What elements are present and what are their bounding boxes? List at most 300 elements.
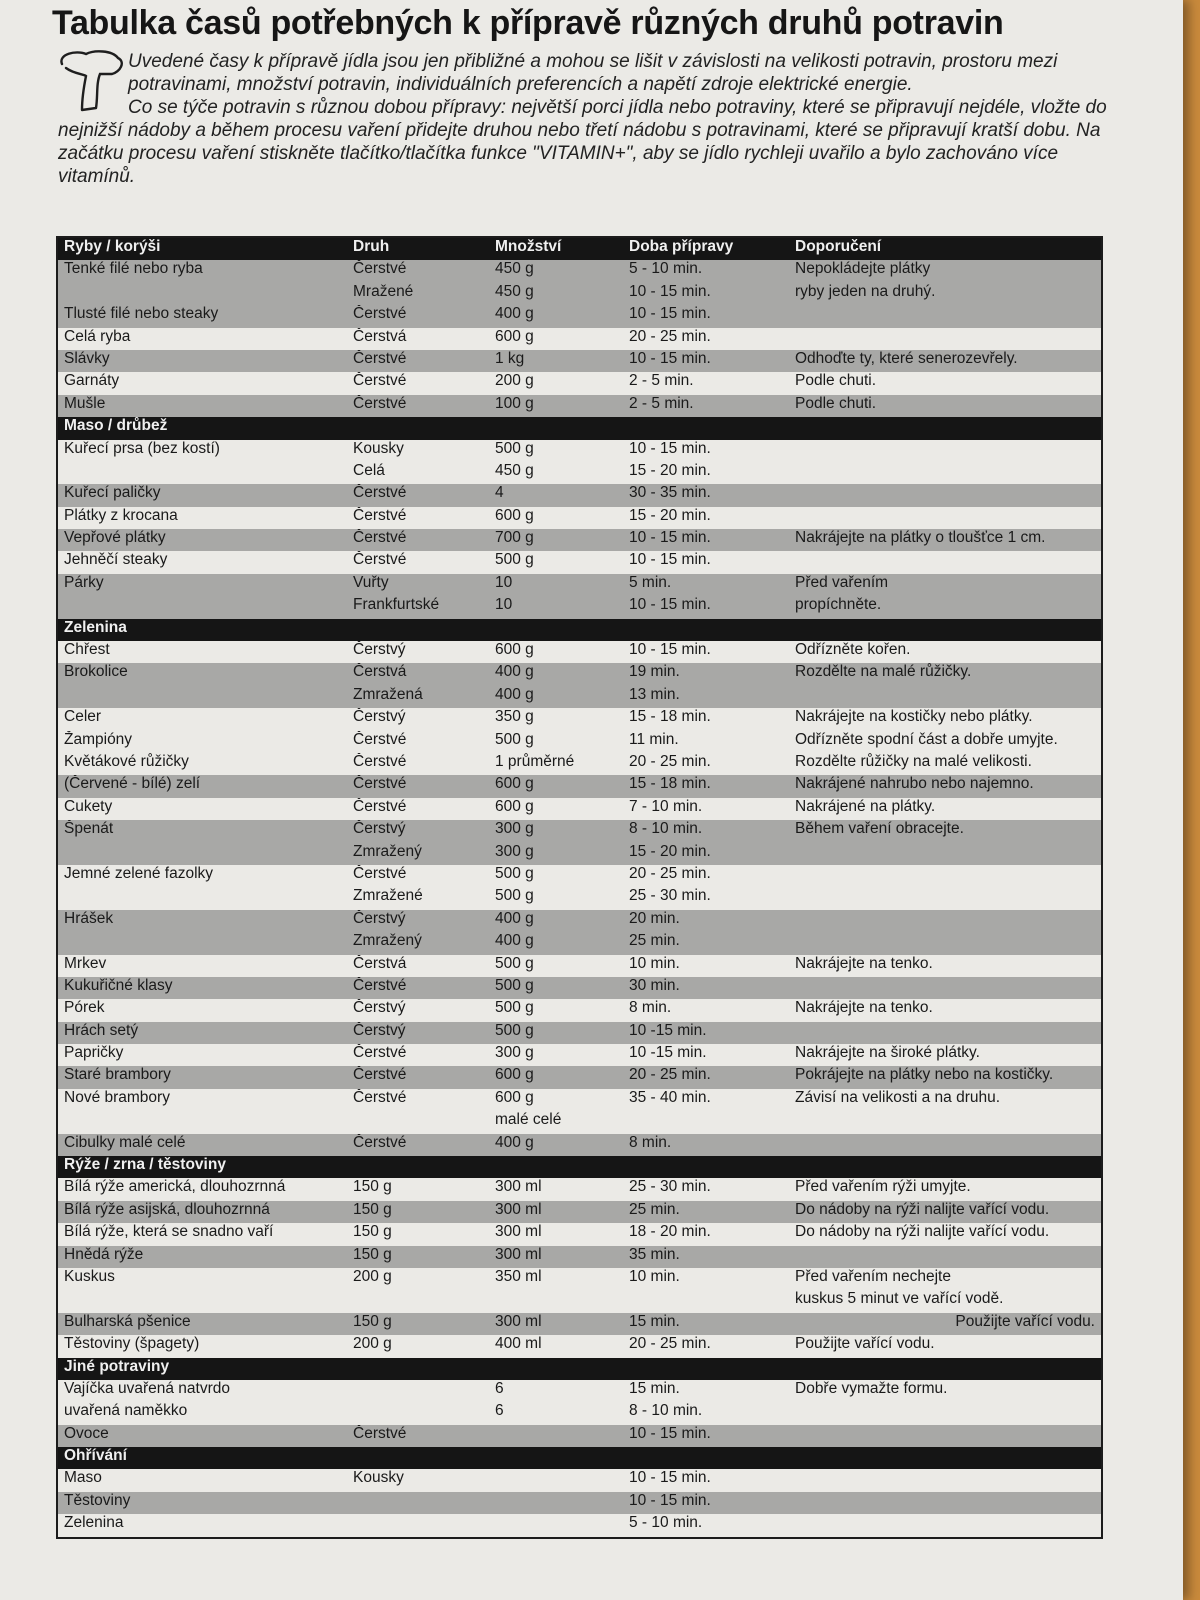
table-row — [57, 305, 1102, 327]
cell-food: Vajíčka uvařená natvrdo — [57, 1380, 347, 1402]
table-row — [57, 350, 1102, 372]
cell-type: Čerstvé — [347, 1089, 489, 1111]
cell-amount — [489, 1514, 623, 1537]
cell-time: 15 min. — [623, 1380, 789, 1402]
cell-amount: 4 — [489, 484, 623, 506]
cell-food: Špenát — [57, 820, 347, 842]
cell-note: Nakrájejte na tenko. — [789, 955, 1102, 977]
cell-type: Kousky — [347, 1469, 489, 1491]
cell-time: 10 -15 min. — [623, 1022, 789, 1044]
cell-note — [789, 843, 1102, 865]
cell-note — [789, 1514, 1102, 1537]
cell-amount: 300 ml — [489, 1223, 623, 1245]
cell-type: Čerstvé — [347, 260, 489, 282]
cell-food: Květákové růžičky — [57, 753, 347, 775]
cell-note: Odřízněte kořen. — [789, 641, 1102, 663]
cell-time: 20 - 25 min. — [623, 328, 789, 350]
cell-food: Brokolice — [57, 663, 347, 685]
table-row — [57, 372, 1102, 394]
table-row — [57, 1335, 1102, 1357]
cell-time — [623, 1290, 789, 1312]
cell-time: 15 - 20 min. — [623, 843, 789, 865]
cell-food — [57, 283, 347, 305]
cell-note: Pokrájejte na plátky nebo na kostičky. — [789, 1066, 1102, 1088]
cell-time: 5 - 10 min. — [623, 260, 789, 282]
cell-type: Čerstvé — [347, 507, 489, 529]
cell-food: Bílá rýže americká, dlouhozrnná — [57, 1178, 347, 1200]
cell-note — [789, 462, 1102, 484]
cell-amount: 600 g — [489, 1089, 623, 1111]
cell-note: Použijte vařící vodu. — [789, 1335, 1102, 1357]
cell-type: Čerstvé — [347, 1044, 489, 1066]
cell-amount: 600 g — [489, 507, 623, 529]
header-recommendation: Doporučení — [789, 237, 1102, 260]
table-row — [57, 484, 1102, 506]
table-row — [57, 1268, 1102, 1290]
cell-type: Čerstvá — [347, 663, 489, 685]
table-row — [57, 887, 1102, 909]
cell-food — [57, 1111, 347, 1133]
cell-type: Čerstvé — [347, 395, 489, 417]
cell-food: Cukety — [57, 798, 347, 820]
cell-type: 150 g — [347, 1313, 489, 1335]
cell-note: Odřízněte spodní část a dobře umyjte. — [789, 731, 1102, 753]
table-row — [57, 1246, 1102, 1268]
table-row — [57, 798, 1102, 820]
cell-time: 10 - 15 min. — [623, 440, 789, 462]
cell-food: Mrkev — [57, 955, 347, 977]
cell-amount: 10 — [489, 596, 623, 618]
cell-note: Odhoďte ty, které senerozevřely. — [789, 350, 1102, 372]
cell-note — [789, 551, 1102, 573]
section-title: Jiné potraviny — [57, 1358, 1102, 1380]
cell-food — [57, 596, 347, 618]
cell-time: 35 - 40 min. — [623, 1089, 789, 1111]
cell-food: Vepřové plátky — [57, 529, 347, 551]
cell-time: 10 - 15 min. — [623, 641, 789, 663]
cell-amount: 600 g — [489, 775, 623, 797]
cell-amount: 400 g — [489, 932, 623, 954]
table-row — [57, 395, 1102, 417]
cell-amount: 600 g — [489, 798, 623, 820]
table-header-row — [57, 237, 1102, 260]
cell-note — [789, 507, 1102, 529]
table-row — [57, 686, 1102, 708]
cell-amount: 500 g — [489, 955, 623, 977]
cell-amount: 1 průměrné — [489, 753, 623, 775]
cell-amount: 500 g — [489, 1022, 623, 1044]
cell-food: Maso — [57, 1469, 347, 1491]
cell-food — [57, 843, 347, 865]
cell-time: 15 - 18 min. — [623, 708, 789, 730]
cell-time: 15 - 18 min. — [623, 775, 789, 797]
cell-time: 18 - 20 min. — [623, 1223, 789, 1245]
cell-note — [789, 1402, 1102, 1424]
table-row — [57, 328, 1102, 350]
table-row — [57, 1066, 1102, 1088]
cell-food: Nové brambory — [57, 1089, 347, 1111]
cell-food: Hrách setý — [57, 1022, 347, 1044]
cell-food: Kukuřičné klasy — [57, 977, 347, 999]
cell-type: Čerstvé — [347, 775, 489, 797]
cell-amount: 6 — [489, 1402, 623, 1424]
cell-type: Čerstvá — [347, 328, 489, 350]
cell-food — [57, 462, 347, 484]
cell-amount: 300 g — [489, 843, 623, 865]
cell-time: 13 min. — [623, 686, 789, 708]
cell-food: Ovoce — [57, 1425, 347, 1447]
cell-note — [789, 910, 1102, 932]
table-row — [57, 977, 1102, 999]
cell-type: Kousky — [347, 440, 489, 462]
cell-note — [789, 1246, 1102, 1268]
cell-time: 35 min. — [623, 1246, 789, 1268]
cell-note: Rozdělte na malé růžičky. — [789, 663, 1102, 685]
cell-type — [347, 1402, 489, 1424]
cell-amount: 1 kg — [489, 350, 623, 372]
cell-food — [57, 887, 347, 909]
cell-amount: malé celé — [489, 1111, 623, 1133]
cell-note — [789, 887, 1102, 909]
cell-type: Čerstvý — [347, 708, 489, 730]
cell-food: Párky — [57, 574, 347, 596]
cell-amount: 500 g — [489, 977, 623, 999]
cell-note — [789, 1469, 1102, 1491]
cell-amount: 500 g — [489, 865, 623, 887]
cell-amount: 300 ml — [489, 1246, 623, 1268]
cell-note: Před vařením rýži umyjte. — [789, 1178, 1102, 1200]
cell-time: 10 - 15 min. — [623, 1492, 789, 1514]
cell-note: Nakrájené na plátky. — [789, 798, 1102, 820]
cell-time: 5 min. — [623, 574, 789, 596]
cell-type — [347, 1290, 489, 1312]
cell-time: 19 min. — [623, 663, 789, 685]
cell-time: 5 - 10 min. — [623, 1514, 789, 1537]
cell-food: Slávky — [57, 350, 347, 372]
cell-amount: 200 g — [489, 372, 623, 394]
cell-time: 25 - 30 min. — [623, 1178, 789, 1200]
cell-food: Zelenina — [57, 1514, 347, 1537]
cell-type: 150 g — [347, 1178, 489, 1200]
cell-amount: 500 g — [489, 731, 623, 753]
cell-time: 8 - 10 min. — [623, 1402, 789, 1424]
cell-food: Jehněčí steaky — [57, 551, 347, 573]
cell-time: 15 min. — [623, 1313, 789, 1335]
cell-time: 15 - 20 min. — [623, 507, 789, 529]
cell-amount: 450 g — [489, 283, 623, 305]
cell-time: 20 - 25 min. — [623, 1066, 789, 1088]
cell-time: 20 - 25 min. — [623, 1335, 789, 1357]
table-row — [57, 1201, 1102, 1223]
cell-time: 10 - 15 min. — [623, 551, 789, 573]
cell-amount: 10 — [489, 574, 623, 596]
cell-time: 8 min. — [623, 999, 789, 1021]
cell-note: propíchněte. — [789, 596, 1102, 618]
cell-amount: 600 g — [489, 328, 623, 350]
cell-type: 150 g — [347, 1223, 489, 1245]
cell-note: Nakrájejte na široké plátky. — [789, 1044, 1102, 1066]
cell-amount: 300 ml — [489, 1201, 623, 1223]
cell-food: Plátky z krocana — [57, 507, 347, 529]
intro-paragraph-1: Uvedené časy k přípravě jídla jsou jen přibližné a mohou se lišit v závislosti na velikosti potravin, prostoru mezi potravinami, množství potravin, individuálních preferencích a napětí zdroje elektrické energie. — [128, 51, 1058, 95]
cell-amount: 400 g — [489, 1134, 623, 1156]
cell-note: ryby jeden na druhý. — [789, 283, 1102, 305]
cell-food: Pórek — [57, 999, 347, 1021]
section-title: Rýže / zrna / těstoviny — [57, 1156, 1102, 1178]
cell-type: Čerstvé — [347, 484, 489, 506]
cell-type — [347, 1111, 489, 1133]
cell-note — [789, 328, 1102, 350]
cell-type: Celá — [347, 462, 489, 484]
table-body — [57, 260, 1102, 1537]
cell-note — [789, 305, 1102, 327]
cell-note: Závisí na velikosti a na druhu. — [789, 1089, 1102, 1111]
table-row — [57, 529, 1102, 551]
table-row — [57, 1223, 1102, 1245]
section-header-row — [57, 1447, 1102, 1469]
cell-food: Žampióny — [57, 731, 347, 753]
cell-type: Čerstvý — [347, 1022, 489, 1044]
table-row — [57, 1178, 1102, 1200]
cell-amount: 500 g — [489, 999, 623, 1021]
cell-type — [347, 1380, 489, 1402]
table-row — [57, 1022, 1102, 1044]
cell-note: Do nádoby na rýži nalijte vařící vodu. — [789, 1223, 1102, 1245]
section-title: Zelenina — [57, 619, 1102, 641]
cell-type: Čerstvý — [347, 820, 489, 842]
cell-type: Čerstvé — [347, 372, 489, 394]
table-row — [57, 1290, 1102, 1312]
cell-note — [789, 1134, 1102, 1156]
cell-note: Dobře vymažte formu. — [789, 1380, 1102, 1402]
table-row — [57, 1111, 1102, 1133]
cell-type: Čerstvý — [347, 641, 489, 663]
cell-note — [789, 484, 1102, 506]
cell-time: 8 min. — [623, 1134, 789, 1156]
cell-food: Staré brambory — [57, 1066, 347, 1088]
cell-food: Chřest — [57, 641, 347, 663]
cell-type: 150 g — [347, 1246, 489, 1268]
cell-time: 10 - 15 min. — [623, 1469, 789, 1491]
cell-amount: 300 ml — [489, 1178, 623, 1200]
cell-note — [789, 865, 1102, 887]
table-row — [57, 260, 1102, 282]
table-row — [57, 1380, 1102, 1402]
cell-type: 200 g — [347, 1268, 489, 1290]
section-header-row — [57, 619, 1102, 641]
cell-amount: 350 ml — [489, 1268, 623, 1290]
cell-time: 2 - 5 min. — [623, 372, 789, 394]
table-row — [57, 1514, 1102, 1537]
cell-time: 10 - 15 min. — [623, 350, 789, 372]
cell-note: Nepokládejte plátky — [789, 260, 1102, 282]
table-row — [57, 843, 1102, 865]
cell-amount: 300 g — [489, 1044, 623, 1066]
cell-food: Cibulky malé celé — [57, 1134, 347, 1156]
table-row — [57, 753, 1102, 775]
intro-text — [58, 50, 1108, 188]
cell-amount: 400 g — [489, 305, 623, 327]
cell-type: Čerstvý — [347, 999, 489, 1021]
cell-amount: 400 g — [489, 910, 623, 932]
cell-amount: 500 g — [489, 887, 623, 909]
cell-type: Čerstvé — [347, 305, 489, 327]
cell-amount: 300 ml — [489, 1313, 623, 1335]
cell-note: Před vařením nechejte — [789, 1268, 1102, 1290]
cell-food: Bílá rýže, která se snadno vaří — [57, 1223, 347, 1245]
cell-food: uvařená naměkko — [57, 1402, 347, 1424]
cell-type: Zmražená — [347, 686, 489, 708]
cell-type: Čerstvý — [347, 910, 489, 932]
intro-paragraph-2: Co se týče potravin s různou dobou přípravy: největší porci jídla nebo potraviny, které se připravují nejdéle, vložte do nejnižší nádoby a během procesu vaření přidejte druhou nebo třetí nádobu s potravinami, které se připravují kratší dobu. Na začátku procesu vaření stiskněte tlačítko/tlačítka funkce "VITAMIN+", aby se jídlo rychleji uvařilo a bylo zachováno více vitamínů. — [58, 97, 1107, 187]
table-row — [57, 1089, 1102, 1111]
header-cooking-time: Doba přípravy — [623, 237, 789, 260]
cell-time: 15 - 20 min. — [623, 462, 789, 484]
cell-note: Během vaření obracejte. — [789, 820, 1102, 842]
cell-type: Čerstvé — [347, 798, 489, 820]
cell-amount — [489, 1469, 623, 1491]
cell-time: 10 - 15 min. — [623, 283, 789, 305]
cell-amount: 100 g — [489, 395, 623, 417]
cell-note — [789, 977, 1102, 999]
cell-note: Nakrájejte na tenko. — [789, 999, 1102, 1021]
header-amount: Množství — [489, 237, 623, 260]
table-row — [57, 775, 1102, 797]
cell-note: Nakrájejte na plátky o tloušťce 1 cm. — [789, 529, 1102, 551]
cell-type: Mražené — [347, 283, 489, 305]
cell-type: Čerstvé — [347, 1425, 489, 1447]
cell-amount: 500 g — [489, 551, 623, 573]
header-type: Druh — [347, 237, 489, 260]
cooking-times-table — [56, 236, 1103, 1539]
table-row — [57, 1313, 1102, 1335]
cell-food: Tlusté filé nebo steaky — [57, 305, 347, 327]
cell-food: Mušle — [57, 395, 347, 417]
cell-amount: 600 g — [489, 641, 623, 663]
cell-food: Celá ryba — [57, 328, 347, 350]
cell-type: Čerstvé — [347, 1066, 489, 1088]
page-title: Tabulka časů potřebných k přípravě různých druhů potravin — [52, 4, 1004, 42]
cell-type: Čerstvé — [347, 753, 489, 775]
cell-time: 10 -15 min. — [623, 1044, 789, 1066]
cell-time: 25 min. — [623, 1201, 789, 1223]
cell-type: Vuřty — [347, 574, 489, 596]
cell-food — [57, 1290, 347, 1312]
table-row — [57, 1402, 1102, 1424]
cell-food: Hnědá rýže — [57, 1246, 347, 1268]
cell-food: Tenké filé nebo ryba — [57, 260, 347, 282]
section-header-row — [57, 1156, 1102, 1178]
table-row — [57, 507, 1102, 529]
table-row — [57, 1469, 1102, 1491]
cell-food: Bulharská pšenice — [57, 1313, 347, 1335]
cell-amount: 700 g — [489, 529, 623, 551]
cell-time — [623, 1111, 789, 1133]
table-row — [57, 955, 1102, 977]
cell-note — [789, 932, 1102, 954]
cell-type: Čerstvé — [347, 1134, 489, 1156]
table-row — [57, 1134, 1102, 1156]
cell-amount — [489, 1290, 623, 1312]
cell-amount: 450 g — [489, 260, 623, 282]
cell-type: Čerstvé — [347, 350, 489, 372]
table-row — [57, 1492, 1102, 1514]
cell-time: 7 - 10 min. — [623, 798, 789, 820]
cell-time: 10 - 15 min. — [623, 1425, 789, 1447]
cell-note — [789, 1022, 1102, 1044]
cell-time: 10 - 15 min. — [623, 596, 789, 618]
table-row — [57, 462, 1102, 484]
table-row — [57, 663, 1102, 685]
cell-food — [57, 932, 347, 954]
cell-amount: 450 g — [489, 462, 623, 484]
table-row — [57, 596, 1102, 618]
cell-food: Celer — [57, 708, 347, 730]
cell-type — [347, 1514, 489, 1537]
cell-amount: 300 g — [489, 820, 623, 842]
cell-food: Kuřecí paličky — [57, 484, 347, 506]
section-header-row — [57, 417, 1102, 439]
cell-note — [789, 1492, 1102, 1514]
cell-amount: 400 g — [489, 686, 623, 708]
cell-note — [789, 686, 1102, 708]
cell-note: Podle chuti. — [789, 395, 1102, 417]
cell-note: Nakrájejte na kostičky nebo plátky. — [789, 708, 1102, 730]
cell-note — [789, 1111, 1102, 1133]
table-row — [57, 820, 1102, 842]
cell-time: 20 - 25 min. — [623, 865, 789, 887]
table-row — [57, 1425, 1102, 1447]
cell-amount: 600 g — [489, 1066, 623, 1088]
cell-time: 2 - 5 min. — [623, 395, 789, 417]
table-row — [57, 932, 1102, 954]
cell-note: Použijte vařící vodu. — [789, 1313, 1102, 1335]
cell-note: Nakrájené nahrubo nebo najemno. — [789, 775, 1102, 797]
table-row — [57, 731, 1102, 753]
cell-type — [347, 1492, 489, 1514]
cell-amount: 6 — [489, 1380, 623, 1402]
table-row — [57, 283, 1102, 305]
cell-food — [57, 686, 347, 708]
cell-type: Čerstvé — [347, 865, 489, 887]
cell-type: Čerstvá — [347, 955, 489, 977]
cell-food: Těstoviny (špagety) — [57, 1335, 347, 1357]
cell-time: 30 - 35 min. — [623, 484, 789, 506]
cell-time: 10 - 15 min. — [623, 305, 789, 327]
table-row — [57, 1044, 1102, 1066]
cell-time: 8 - 10 min. — [623, 820, 789, 842]
cell-food: Papričky — [57, 1044, 347, 1066]
cell-time: 10 min. — [623, 1268, 789, 1290]
table-row — [57, 574, 1102, 596]
cell-type: 150 g — [347, 1201, 489, 1223]
cell-time: 20 min. — [623, 910, 789, 932]
cell-type: Čerstvé — [347, 731, 489, 753]
cell-time: 30 min. — [623, 977, 789, 999]
cell-time: 25 min. — [623, 932, 789, 954]
table-row — [57, 999, 1102, 1021]
cell-food: Těstoviny — [57, 1492, 347, 1514]
header-food-fish: Ryby / korýši — [57, 237, 347, 260]
cell-type: Zmražené — [347, 887, 489, 909]
cell-type: Zmražený — [347, 932, 489, 954]
cell-note: Podle chuti. — [789, 372, 1102, 394]
section-header-row — [57, 1358, 1102, 1380]
cell-food: Bílá rýže asijská, dlouhozrnná — [57, 1201, 347, 1223]
section-title: Ohřívání — [57, 1447, 1102, 1469]
cell-type: Zmražený — [347, 843, 489, 865]
section-title: Maso / drůbež — [57, 417, 1102, 439]
